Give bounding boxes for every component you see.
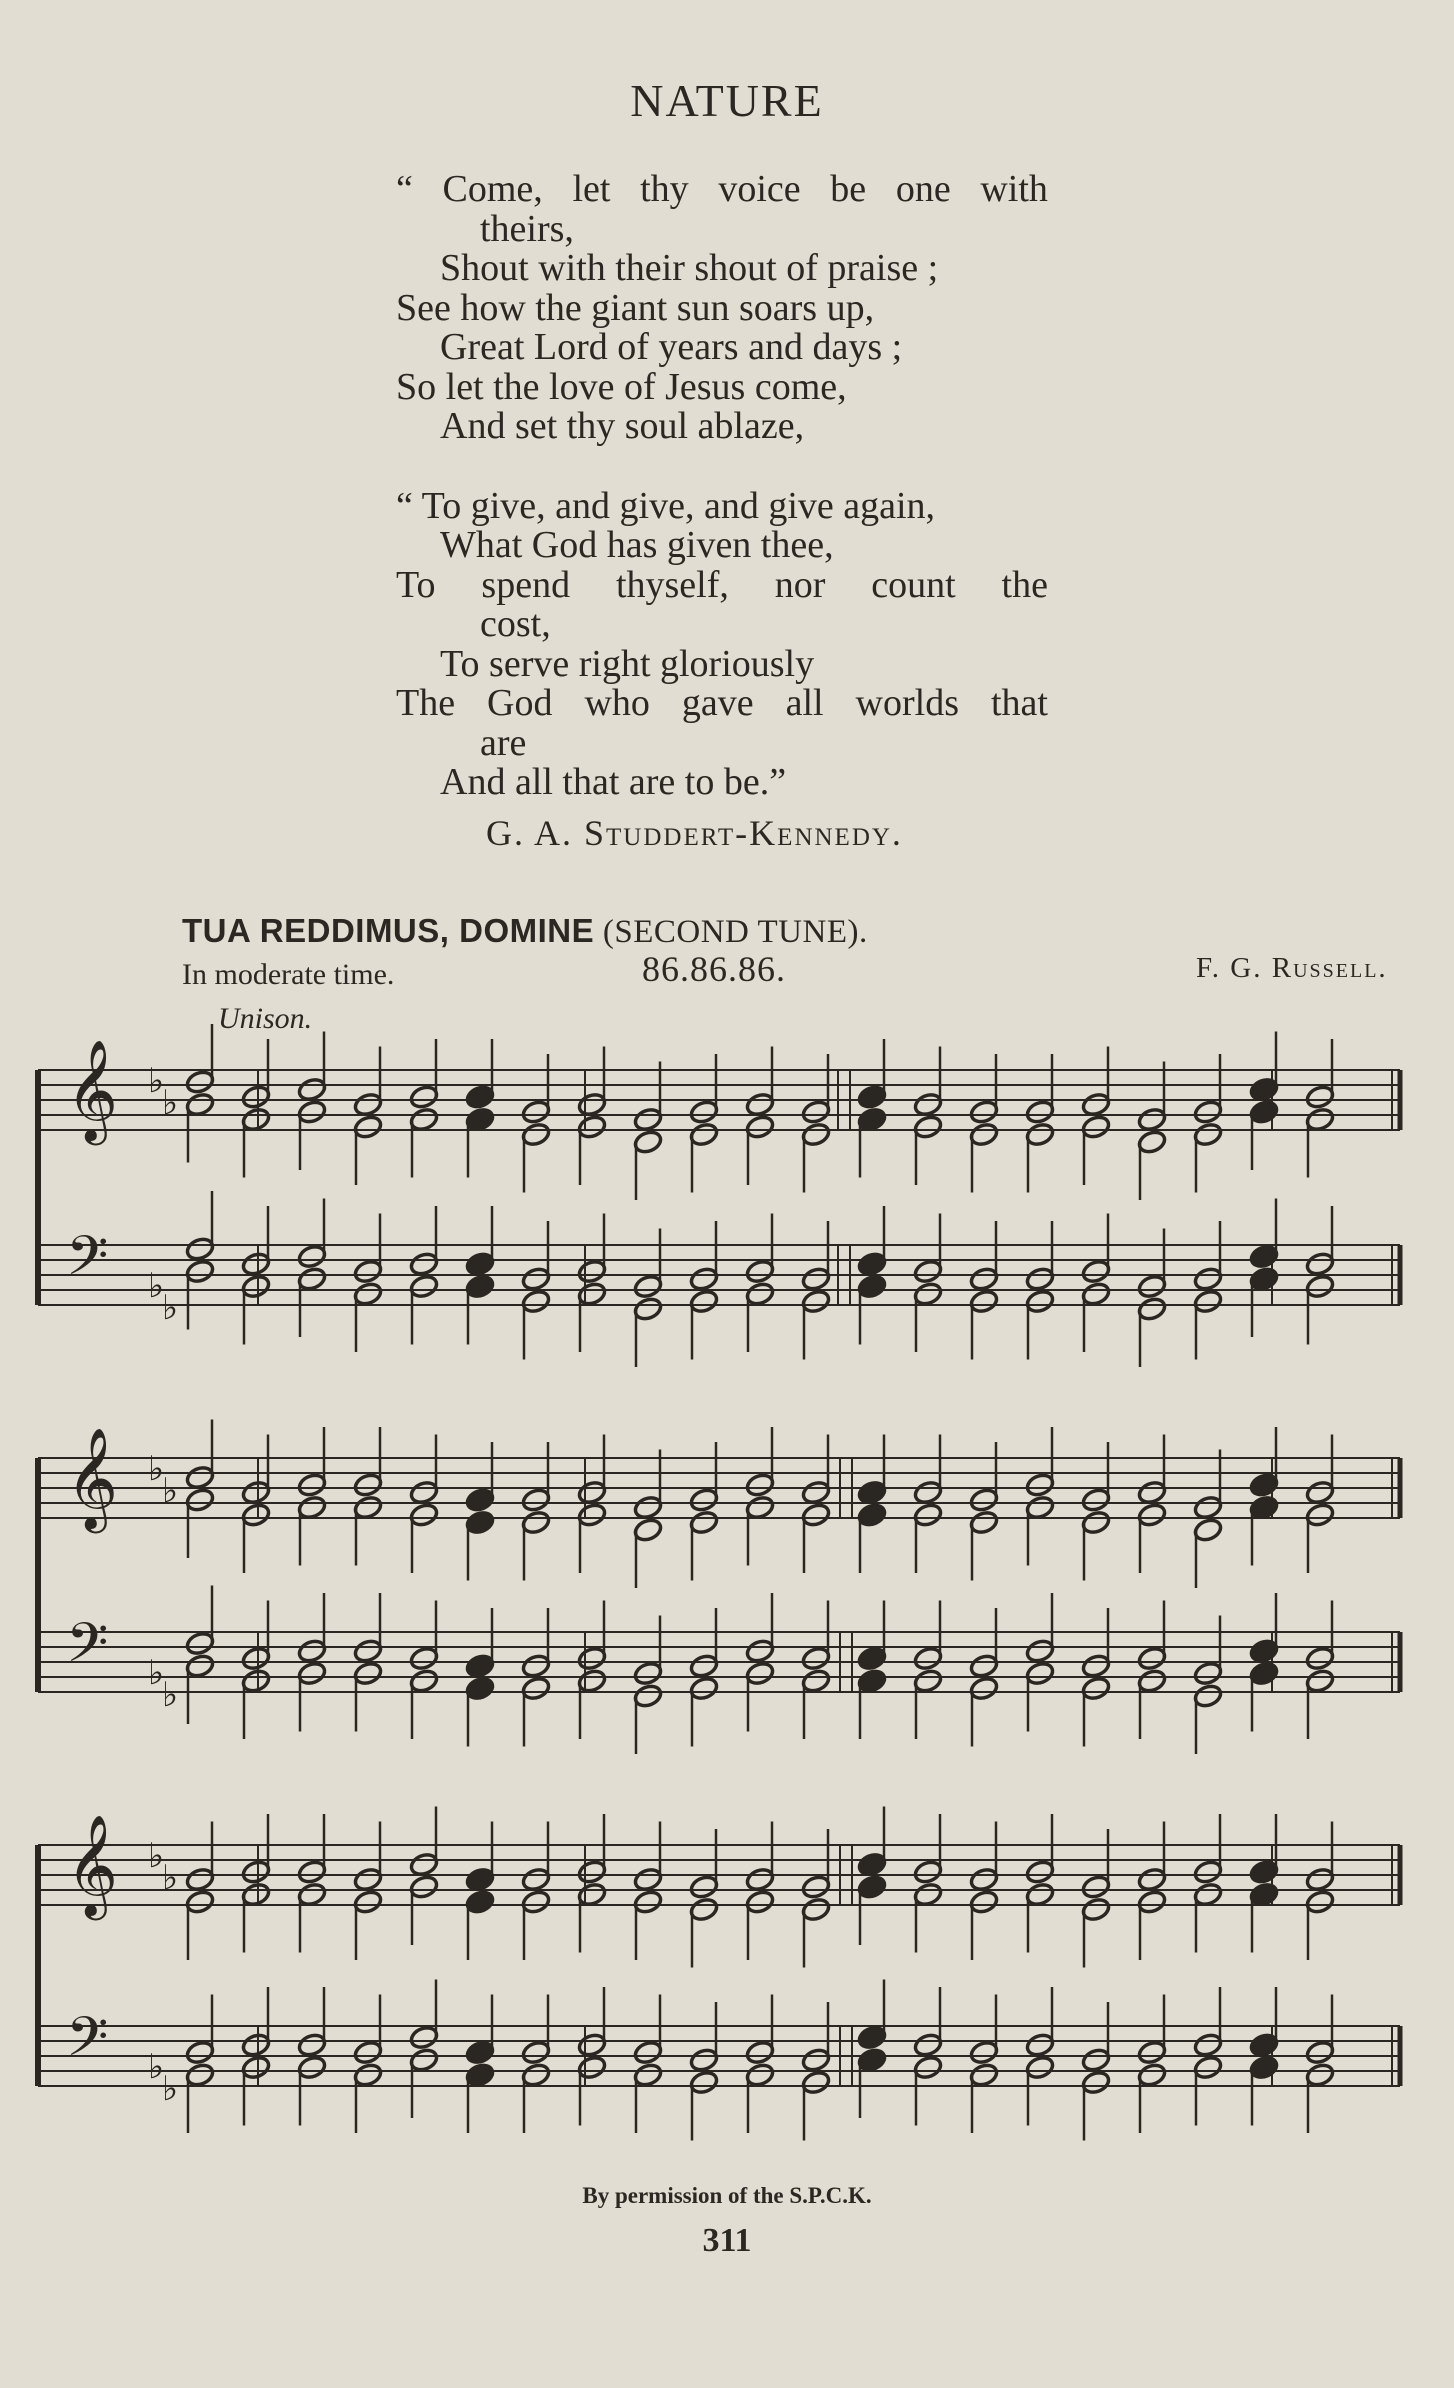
poem-line: So let the love of Jesus come, xyxy=(396,365,847,408)
key-signature-flat: ♭ xyxy=(162,1083,179,1123)
poem-author: G. A. Studdert-Kennedy. xyxy=(486,813,903,853)
key-signature-flat: ♭ xyxy=(148,1061,165,1101)
unison-direction: Unison. xyxy=(218,1002,313,1035)
poem-line: And set thy soul ablaze, xyxy=(440,405,805,447)
meter: 86.86.86. xyxy=(642,949,786,989)
tune-subtitle: (SECOND TUNE). xyxy=(602,914,868,950)
poem-line: Great Lord of years and days ; xyxy=(440,326,903,368)
treble-clef: 𝄞 xyxy=(66,1038,119,1141)
poem-line: To spend thyself, nor count the xyxy=(396,563,1048,606)
treble-clef: 𝄞 xyxy=(66,1426,119,1529)
bass-clef: 𝄢 xyxy=(66,1224,109,1301)
tune-name: TUA REDDIMUS, DOMINE xyxy=(182,912,595,949)
page-title: NATURE xyxy=(630,75,824,126)
key-signature-flat: ♭ xyxy=(162,1858,179,1898)
key-signature-flat: ♭ xyxy=(162,1471,179,1511)
key-signature-flat: ♭ xyxy=(148,1266,165,1306)
key-signature-flat: ♭ xyxy=(148,1653,165,1693)
bass-clef: 𝄢 xyxy=(66,2005,109,2082)
poem-line: “ Come, let thy voice be one with xyxy=(396,168,1048,210)
poem-line: What God has given thee, xyxy=(440,524,834,566)
key-signature-flat: ♭ xyxy=(162,1675,179,1715)
poem-line: The God who gave all worlds that xyxy=(396,682,1048,724)
composer: F. G. Russell. xyxy=(1196,952,1388,984)
poem-line: theirs, xyxy=(480,207,574,250)
key-signature-flat: ♭ xyxy=(148,1836,165,1876)
bass-clef: 𝄢 xyxy=(66,1611,109,1688)
poem-line: To serve right gloriously xyxy=(440,642,815,685)
poem-line: cost, xyxy=(480,603,551,645)
poem-line: See how the giant sun soars up, xyxy=(396,286,875,329)
treble-clef: 𝄞 xyxy=(66,1813,119,1916)
poem-line: Shout with their shout of praise ; xyxy=(440,247,939,289)
poem-line: are xyxy=(480,721,527,764)
poem-line: “ To give, and give, and give again, xyxy=(396,484,936,527)
poem-line: And all that are to be.” xyxy=(440,761,787,803)
page-number: 311 xyxy=(702,2222,752,2259)
tempo-marking: In moderate time. xyxy=(182,958,395,991)
permission-note: By permission of the S.P.C.K. xyxy=(582,2183,872,2208)
key-signature-flat: ♭ xyxy=(148,1449,165,1489)
key-signature-flat: ♭ xyxy=(162,2069,179,2109)
key-signature-flat: ♭ xyxy=(148,2047,165,2087)
key-signature-flat: ♭ xyxy=(162,1288,179,1328)
